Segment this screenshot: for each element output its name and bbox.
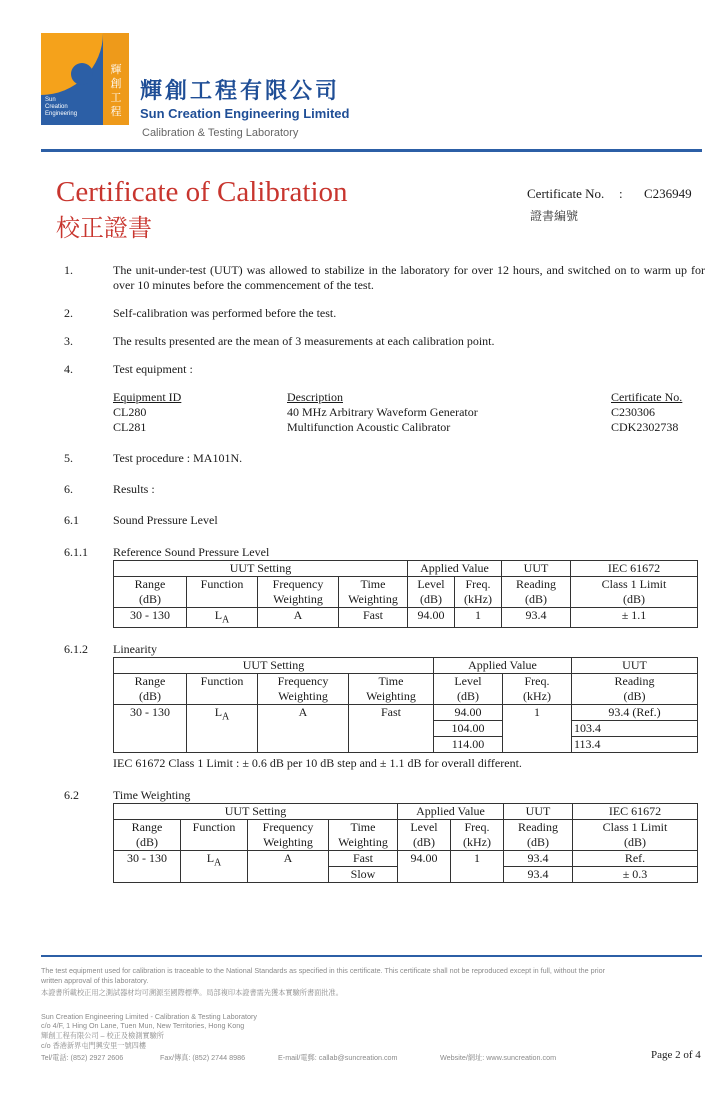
- cell-time-weighting: Slow: [329, 867, 398, 883]
- time-weighting-table: [113, 803, 698, 883]
- certificate-number: C236949: [644, 186, 692, 201]
- cell-level: 104.00: [434, 721, 503, 737]
- lab-name: Calibration & Testing Laboratory: [142, 127, 299, 139]
- equipment-cert: C230306: [611, 405, 656, 419]
- footer-address: c/o 4/F, 1 Hing On Lane, Tuen Mun, New Territories, Hong Kong: [41, 1021, 245, 1030]
- item-text: Reference Sound Pressure Level: [113, 545, 270, 559]
- col-header: Level: [454, 674, 482, 688]
- footer-email: E-mail/電郵: callab@suncreation.com: [278, 1053, 398, 1062]
- header-rule: [41, 149, 702, 152]
- item-number: 2.: [64, 306, 73, 320]
- footer-traceability-cn: 本證書所載校正用之測試器材均可溯源至國際標準。局部複印本證書需先獲本實驗所書面批准。: [41, 988, 343, 997]
- col-header: Weighting: [273, 592, 323, 606]
- cell-reading: 93.4: [504, 851, 573, 867]
- col-header: Time: [350, 820, 376, 834]
- col-unit: (kHz): [463, 835, 491, 849]
- cell-time-weighting: Fast: [349, 705, 434, 753]
- cell-freq-weighting: A: [258, 705, 349, 753]
- col-unit: (kHz): [464, 592, 492, 606]
- page-number: Page 2 of 4: [651, 1049, 701, 1061]
- col-header: Weighting: [263, 835, 313, 849]
- footer-rule: [41, 955, 702, 957]
- logo-word: Engineering: [45, 111, 78, 117]
- item-text: Self-calibration was performed before the test.: [113, 306, 337, 320]
- company-logo: [41, 33, 129, 125]
- col-unit: (dB): [420, 592, 442, 606]
- certificate-title-cn: 校正證書: [56, 214, 152, 242]
- uut-setting-header: UUT Setting: [114, 804, 398, 820]
- function-subscript: A: [222, 614, 230, 626]
- item-number: 3.: [64, 334, 73, 348]
- cell-time-weighting: Fast: [339, 608, 408, 628]
- cell-function: [187, 608, 258, 628]
- col-header: Freq.: [465, 577, 491, 591]
- footer-address: Sun Creation Engineering Limited - Calibration & Testing Laboratory: [41, 1012, 258, 1021]
- table-row: [114, 705, 698, 721]
- col-header: Time: [378, 674, 404, 688]
- linearity-note: IEC 61672 Class 1 Limit : ± 0.6 dB per 10 dB step and ± 1.1 dB for overall different.: [113, 756, 522, 770]
- col-header: Class 1 Limit: [601, 577, 667, 591]
- function-symbol: L: [214, 705, 223, 719]
- col-header: Weighting: [338, 835, 388, 849]
- uut-setting-header: UUT Setting: [114, 561, 408, 577]
- cell-reading: 93.4: [502, 608, 571, 628]
- item-text: Test equipment :: [113, 362, 193, 376]
- col-header: Weighting: [278, 689, 328, 703]
- table-row: [114, 608, 698, 628]
- cell-reading: 113.4: [572, 737, 698, 753]
- cell-freq: 1: [503, 705, 572, 753]
- cell-limit: ± 1.1: [571, 608, 698, 628]
- cell-level: 114.00: [434, 737, 503, 753]
- logo-strip-text: 輝創工程: [110, 64, 122, 118]
- function-symbol: L: [214, 608, 223, 622]
- footer-address-cn: 輝創工程有限公司 – 校正及檢測實驗所: [41, 1031, 164, 1040]
- col-header: Range: [131, 820, 163, 834]
- equipment-desc: 40 MHz Arbitrary Waveform Generator: [287, 405, 478, 419]
- footer-tel: Tel/電話: (852) 2927 2606: [41, 1053, 124, 1062]
- equipment-id: CL280: [113, 405, 147, 419]
- col-unit: (dB): [457, 689, 479, 703]
- equipment-cert: CDK2302738: [611, 420, 679, 434]
- col-header: Weighting: [366, 689, 416, 703]
- certificate-number-label: Certificate No.: [527, 186, 605, 201]
- footer-approval: written approval of this laboratory.: [41, 976, 149, 985]
- item-number: 1.: [64, 263, 73, 277]
- col-header: Freq.: [464, 820, 490, 834]
- cell-limit: ± 0.3: [573, 867, 698, 883]
- col-unit: (dB): [413, 835, 435, 849]
- col-unit: (dB): [136, 835, 158, 849]
- item-number: 6.: [64, 482, 73, 496]
- cell-freq-weighting: A: [258, 608, 339, 628]
- footer-website: Website/網址: www.suncreation.com: [440, 1053, 557, 1062]
- footer-traceability: The test equipment used for calibration is traceable to the National Standards as specified in this certificate. This certificate shall not be reproduced except in full, without the prior: [41, 966, 605, 975]
- linearity-table: [113, 657, 698, 753]
- item-number: 6.2: [64, 788, 79, 802]
- item-number: 6.1.2: [64, 642, 88, 656]
- col-header: Function: [181, 820, 248, 851]
- item-number: 6.1.1: [64, 545, 88, 559]
- item-text: Time Weighting: [113, 788, 191, 802]
- cell-reading: 93.4 (Ref.): [572, 705, 698, 721]
- footer-address-cn: c/o 香港新界屯門興安里一號四樓: [41, 1041, 147, 1050]
- item-text: Linearity: [113, 642, 157, 656]
- col-unit: (dB): [624, 835, 646, 849]
- item-number: 4.: [64, 362, 73, 376]
- col-header: Reading: [516, 577, 556, 591]
- item-text: Sound Pressure Level: [113, 513, 218, 527]
- uut-header: UUT: [502, 561, 571, 577]
- company-name-cn: 輝創工程有限公司: [140, 79, 341, 104]
- col-header: Function: [187, 674, 258, 705]
- cell-limit: Ref.: [573, 851, 698, 867]
- cell-range: 30 - 130: [114, 705, 187, 753]
- item-text: The results presented are the mean of 3 measurements at each calibration point.: [113, 334, 495, 348]
- cell-level: 94.00: [398, 851, 451, 883]
- item-text: The unit-under-test (UUT) was allowed to stabilize in the laboratory for over 12 hours, and switched on to warm up for over 10 minutes before the commencement of the test.: [113, 263, 705, 292]
- cell-time-weighting: Fast: [329, 851, 398, 867]
- col-unit: (kHz): [523, 689, 551, 703]
- uut-header: UUT: [504, 804, 573, 820]
- cell-reading: 103.4: [572, 721, 698, 737]
- uut-header: UUT: [572, 658, 698, 674]
- cell-freq: 1: [455, 608, 502, 628]
- cell-function: [187, 705, 258, 753]
- equipment-id: CL281: [113, 420, 147, 434]
- certificate-title: Certificate of Calibration: [56, 176, 348, 208]
- item-number: 6.1: [64, 513, 79, 527]
- cell-range: 30 - 130: [114, 608, 187, 628]
- col-unit: (dB): [525, 592, 547, 606]
- certificate-number-colon: :: [619, 186, 623, 201]
- company-name-en: Sun Creation Engineering Limited: [140, 106, 350, 121]
- iec-header: IEC 61672: [571, 561, 698, 577]
- item-text: Results :: [113, 482, 155, 496]
- col-header: Reading: [518, 820, 558, 834]
- col-header: Freq.: [524, 674, 550, 688]
- col-header: Weighting: [348, 592, 398, 606]
- item-text: Test procedure : MA101N.: [113, 451, 243, 465]
- applied-value-header: Applied Value: [408, 561, 502, 577]
- col-unit: (dB): [139, 592, 161, 606]
- equipment-id-header: Equipment ID: [113, 390, 182, 404]
- cell-level: 94.00: [434, 705, 503, 721]
- cell-freq-weighting: A: [248, 851, 329, 883]
- col-header: Frequency: [272, 577, 324, 591]
- uut-setting-header: UUT Setting: [114, 658, 434, 674]
- col-header: Class 1 Limit: [602, 820, 668, 834]
- col-unit: (dB): [527, 835, 549, 849]
- applied-value-header: Applied Value: [398, 804, 504, 820]
- item-number: 5.: [64, 451, 73, 465]
- col-header: Reading: [614, 674, 655, 688]
- function-subscript: A: [214, 857, 222, 869]
- cell-level: 94.00: [408, 608, 455, 628]
- col-unit: (dB): [623, 689, 646, 703]
- col-unit: (dB): [139, 689, 161, 703]
- footer-fax: Fax/傳真: (852) 2744 8986: [160, 1053, 246, 1062]
- certificate-number-label-cn: 證書編號: [530, 209, 579, 223]
- applied-value-header: Applied Value: [434, 658, 572, 674]
- equipment-desc: Multifunction Acoustic Calibrator: [287, 420, 451, 434]
- cell-range: 30 - 130: [114, 851, 181, 883]
- col-header: Time: [360, 577, 386, 591]
- cell-function: [181, 851, 248, 883]
- cell-freq: 1: [451, 851, 504, 883]
- col-header: Range: [134, 674, 166, 688]
- col-header: Frequency: [277, 674, 329, 688]
- cell-reading: 93.4: [504, 867, 573, 883]
- logo-word: Sun: [45, 97, 56, 103]
- equipment-cert-header: Certificate No.: [611, 390, 683, 404]
- col-header: Range: [134, 577, 166, 591]
- col-header: Function: [187, 577, 258, 608]
- col-header: Frequency: [262, 820, 314, 834]
- iec-header: IEC 61672: [573, 804, 698, 820]
- col-unit: (dB): [623, 592, 645, 606]
- table-row: [114, 851, 698, 867]
- logo-word: Creation: [45, 104, 68, 110]
- equipment-desc-header: Description: [287, 390, 343, 404]
- function-symbol: L: [206, 851, 215, 865]
- col-header: Level: [410, 820, 438, 834]
- col-header: Level: [417, 577, 445, 591]
- function-subscript: A: [222, 711, 230, 723]
- reference-spl-table: [113, 560, 698, 628]
